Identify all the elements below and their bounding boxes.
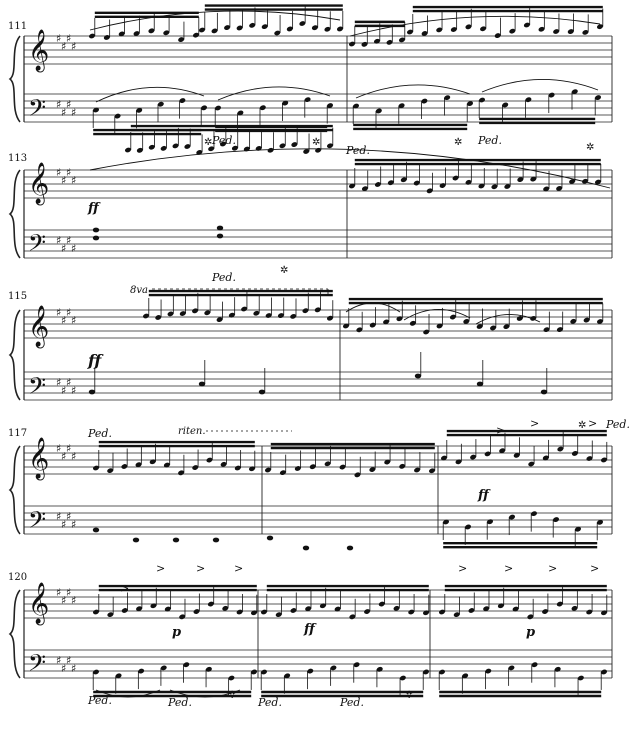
pedal-release-icon: ✲ <box>586 142 595 153</box>
dynamic-p: p <box>526 625 536 640</box>
sharp-icon: ♯ <box>56 306 62 319</box>
treble-clef-icon: 𝄞 <box>28 438 50 479</box>
sharp-icon: ♯ <box>66 654 72 667</box>
note-head <box>213 538 219 543</box>
sharp-icon: ♯ <box>56 510 62 523</box>
pedal-mark: Ped. <box>340 696 364 709</box>
slur <box>218 87 330 100</box>
pedal-release-icon: ✲ <box>405 690 414 701</box>
sharp-icon: ♯ <box>66 376 72 389</box>
measure-number-111: 111 <box>8 21 28 32</box>
sharp-icon: ♯ <box>66 442 72 455</box>
sharp-icon: ♯ <box>66 234 72 247</box>
sharp-icon: ♯ <box>71 384 77 397</box>
accent-mark: > <box>530 417 540 430</box>
slur <box>482 79 598 92</box>
sharp-icon: ♯ <box>66 98 72 111</box>
sharp-icon: ♯ <box>61 314 67 327</box>
bass-clef-icon: 𝄢 <box>28 229 47 262</box>
measure-number-120: 120 <box>8 572 28 583</box>
sharp-icon: ♯ <box>61 518 67 531</box>
note-head <box>93 228 99 233</box>
sharp-icon: ♯ <box>61 242 67 255</box>
pedal-mark: Ped. <box>212 271 236 284</box>
note-head <box>303 546 309 551</box>
pedal-release-icon: ✲ <box>228 690 237 701</box>
sharp-icon: ♯ <box>71 518 77 531</box>
sharp-icon: ♯ <box>71 662 77 675</box>
sharp-icon: ♯ <box>61 106 67 119</box>
sharp-icon: ♯ <box>66 166 72 179</box>
accent-mark: > <box>156 562 166 575</box>
note-head <box>347 546 353 551</box>
note-head <box>541 390 547 395</box>
ottava-label: 8va <box>130 285 148 296</box>
note-head <box>217 226 223 231</box>
accent-mark: > <box>496 424 506 437</box>
sharp-icon: ♯ <box>71 40 77 53</box>
sharp-icon: ♯ <box>56 654 62 667</box>
slurs <box>90 11 610 697</box>
note-head <box>173 538 179 543</box>
slur <box>356 85 470 98</box>
brace-icon <box>10 170 20 258</box>
measure-number-117: 117 <box>8 428 28 439</box>
pedal-release-icon: ✲ <box>204 137 213 148</box>
pedal-mark: Ped. <box>168 696 192 709</box>
treble-clef-icon: 𝄞 <box>28 30 50 71</box>
slur <box>404 309 470 320</box>
sharp-icon: ♯ <box>56 586 62 599</box>
dynamic-ff: ff <box>304 622 315 637</box>
note-head <box>93 528 99 533</box>
dynamic-p: p <box>172 625 182 640</box>
pedal-mark: Ped. <box>478 134 502 147</box>
pedal-release-icon: ✲ <box>312 137 321 148</box>
note-head <box>89 390 95 395</box>
note-head <box>259 390 265 395</box>
accent-mark: > <box>234 562 244 575</box>
pedal-release-icon: ✲ <box>280 265 289 276</box>
brace-icon <box>10 36 20 122</box>
note-head <box>217 234 223 239</box>
sharp-icon: ♯ <box>71 174 77 187</box>
accent-mark: > <box>120 582 130 595</box>
pedal-mark: Ped. <box>88 694 112 707</box>
measure-number-113: 113 <box>8 153 28 164</box>
sharp-icon: ♯ <box>66 586 72 599</box>
accent-mark: > <box>458 562 468 575</box>
sharp-icon: ♯ <box>61 174 67 187</box>
accent-mark: > <box>588 417 598 430</box>
note-head <box>267 536 273 541</box>
accent-mark: > <box>196 562 206 575</box>
sharp-icon: ♯ <box>66 510 72 523</box>
sharp-icon: ♯ <box>61 662 67 675</box>
sharp-icon: ♯ <box>66 306 72 319</box>
sharp-icon: ♯ <box>56 32 62 45</box>
pedal-mark: Ped. <box>346 144 370 157</box>
sharp-icon: ♯ <box>61 594 67 607</box>
pedal-mark: Ped. <box>258 696 282 709</box>
slur <box>346 303 400 312</box>
note-head <box>477 382 483 387</box>
sharp-icon: ♯ <box>61 384 67 397</box>
measure-number-115: 115 <box>8 291 28 302</box>
note-head <box>93 236 99 241</box>
note-head <box>199 382 205 387</box>
sharp-icon: ♯ <box>56 376 62 389</box>
pedal-mark: Ped. <box>606 418 630 431</box>
dynamic-ff: ff <box>88 201 99 216</box>
bass-clef-icon: 𝄢 <box>28 94 47 127</box>
sharp-icon: ♯ <box>56 166 62 179</box>
sharp-icon: ♯ <box>61 450 67 463</box>
pedal-mark: Ped. <box>88 427 112 440</box>
sharp-icon: ♯ <box>71 314 77 327</box>
sharp-icon: ♯ <box>71 106 77 119</box>
sharp-icon: ♯ <box>56 234 62 247</box>
dynamic-ff: ff <box>88 351 102 370</box>
brace-icon <box>10 446 20 534</box>
treble-clef-icon: 𝄞 <box>28 163 50 204</box>
brace-icon <box>10 310 20 400</box>
note-head <box>133 538 139 543</box>
accent-mark: > <box>504 562 514 575</box>
pedal-release-icon: ✲ <box>454 137 463 148</box>
accent-mark: > <box>590 562 600 575</box>
pedal-mark: Ped. <box>212 134 236 147</box>
accent-mark: > <box>548 562 558 575</box>
bass-clef-icon: 𝄢 <box>28 649 47 682</box>
treble-clef-icon: 𝄞 <box>28 583 50 624</box>
sharp-icon: ♯ <box>61 40 67 53</box>
brace-icon <box>10 590 20 678</box>
note-head <box>415 374 421 379</box>
note-heads <box>88 6 607 696</box>
riten-marking: riten. <box>178 426 206 437</box>
pedal-release-icon: ✲ <box>578 420 587 431</box>
dynamic-ff: ff <box>478 488 489 503</box>
sharp-icon: ♯ <box>56 442 62 455</box>
sharp-icon: ♯ <box>56 98 62 111</box>
sharp-icon: ♯ <box>71 594 77 607</box>
sharp-icon: ♯ <box>66 32 72 45</box>
slur <box>96 87 204 102</box>
sharp-icon: ♯ <box>71 450 77 463</box>
bass-clef-icon: 𝄢 <box>28 506 47 539</box>
sharp-icon: ♯ <box>71 242 77 255</box>
treble-clef-icon: 𝄞 <box>28 306 50 347</box>
bass-clef-icon: 𝄢 <box>28 372 47 405</box>
